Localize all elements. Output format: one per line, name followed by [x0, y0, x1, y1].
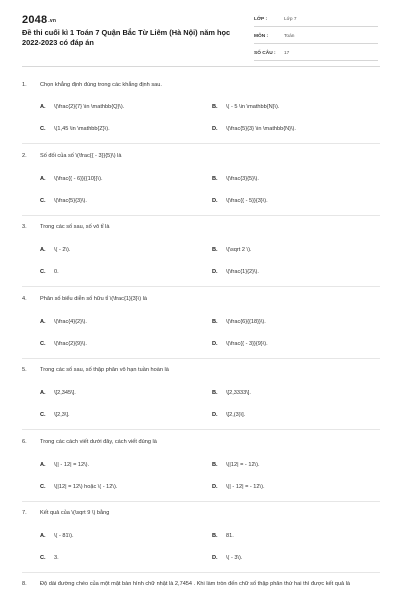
- option-text: \(\frac{{ - 6}}{{10}}\).: [54, 176, 103, 182]
- option-letter: B.: [212, 319, 218, 325]
- option-text: \( - 5 \in \mathbb{N}\).: [226, 104, 280, 110]
- meta-row-subject: [254, 31, 378, 44]
- option-letter: A.: [40, 104, 46, 110]
- option-letter: D.: [212, 484, 218, 490]
- question-divider: [22, 501, 380, 502]
- meta-value: 17: [284, 51, 290, 56]
- option-text: \(|12| = 12\) hoặc \( - 12\).: [54, 484, 118, 490]
- option-text: \(\frac{3}{5}\).: [226, 176, 259, 182]
- option-text: \[2,3333\].: [226, 390, 251, 396]
- option-letter: A.: [40, 319, 46, 325]
- option-text: \(\sqrt 2 \).: [226, 247, 252, 253]
- option-text: \(\frac{{ - 3}}{9}\).: [226, 341, 268, 347]
- meta-label: LỚP :: [254, 17, 268, 22]
- option-text: \(\frac{2}{9}\).: [54, 341, 87, 347]
- option-text: 81.: [226, 533, 234, 539]
- question-number: 6.: [22, 439, 27, 445]
- option-text: 3.: [54, 555, 59, 561]
- option-text: \(| - 12| = 12\).: [54, 462, 90, 468]
- option-letter: C.: [40, 198, 46, 204]
- question-number: 3.: [22, 224, 27, 230]
- question-number: 1.: [22, 82, 27, 88]
- question-stem: Độ dài đường chéo của một mặt bàn hình chữ nhật là 2,7454 . Khi làm tròn đến chữ số thập phân thứ hai thì được kết quả là: [40, 581, 350, 587]
- option-text: \(\frac{4}{2}\).: [54, 319, 87, 325]
- option-letter: A.: [40, 390, 46, 396]
- question-number: 7.: [22, 510, 27, 516]
- option-letter: D.: [212, 198, 218, 204]
- logo-suffix: .vn: [48, 18, 57, 24]
- question-stem: Phân số biểu diễn số hữu tỉ \(\frac{1}{3}\) là: [40, 296, 147, 302]
- option-letter: D.: [212, 555, 218, 561]
- option-text: \(\frac{5}{3} \in \mathbb{N}\).: [226, 126, 296, 132]
- exam-header: [0, 0, 400, 68]
- option-letter: B.: [212, 462, 218, 468]
- meta-label: MÔN :: [254, 34, 269, 39]
- option-letter: C.: [40, 484, 46, 490]
- question-divider: [22, 286, 380, 287]
- option-letter: D.: [212, 412, 218, 418]
- option-text: \(\frac{5}{3}\).: [54, 198, 87, 204]
- option-text: \(\frac{6}{{18}}\).: [226, 319, 266, 325]
- option-letter: C.: [40, 269, 46, 275]
- option-letter: A.: [40, 462, 46, 468]
- question-stem: Trong các cách viết dưới đây, cách viết đúng là: [40, 439, 157, 445]
- question-stem: Trong các số sau, số thập phân vô hạn tuần hoàn là: [40, 367, 169, 373]
- option-letter: B.: [212, 247, 218, 253]
- option-letter: A.: [40, 247, 46, 253]
- option-letter: C.: [40, 412, 46, 418]
- option-text: \(\frac{1}{2}\).: [226, 269, 259, 275]
- question-number: 4.: [22, 296, 27, 302]
- exam-title: Đề thi cuối kì 1 Toán 7 Quận Bắc Từ Liêm (Hà Nội) năm học 2022-2023 có đáp án: [22, 28, 231, 47]
- option-letter: B.: [212, 176, 218, 182]
- option-letter: B.: [212, 104, 218, 110]
- option-text: \[2,(3)\].: [226, 412, 246, 418]
- question-divider: [22, 358, 380, 359]
- option-text: \(1,45 \in \mathbb{Z}\).: [54, 126, 110, 132]
- option-letter: C.: [40, 555, 46, 561]
- question-number: 2.: [22, 153, 27, 159]
- meta-value: Toán: [284, 34, 295, 39]
- option-text: \(| - 12| = - 12\).: [226, 484, 265, 490]
- option-text: \[2,345\].: [54, 390, 76, 396]
- option-text: \( - 3\).: [226, 555, 243, 561]
- option-text: \[2,3\].: [54, 412, 70, 418]
- option-letter: B.: [212, 390, 218, 396]
- option-text: \( - 2\).: [54, 247, 71, 253]
- question-stem: Kết quả của \(\sqrt 9 \) bằng: [40, 510, 110, 516]
- question-divider: [22, 143, 380, 144]
- option-letter: D.: [212, 126, 218, 132]
- option-letter: A.: [40, 176, 46, 182]
- option-text: \(|12| = - 12\).: [226, 462, 260, 468]
- logo-text: 2048: [22, 14, 48, 26]
- header-divider: [22, 66, 380, 67]
- question-stem: Chọn khẳng định đúng trong các khẳng định sau.: [40, 82, 162, 88]
- option-text: \(\frac{{ - 5}}{3}\).: [226, 198, 268, 204]
- meta-row-class: [254, 14, 378, 27]
- option-letter: C.: [40, 126, 46, 132]
- site-logo[interactable]: [22, 14, 56, 26]
- question-divider: [22, 429, 380, 430]
- option-letter: B.: [212, 533, 218, 539]
- option-letter: C.: [40, 341, 46, 347]
- exam-meta: [254, 14, 378, 65]
- question-number: 8.: [22, 581, 27, 587]
- option-text: \( - 81\).: [54, 533, 74, 539]
- option-text: \(\frac{2}{7} \in \mathbb{Q}\).: [54, 104, 125, 110]
- question-divider: [22, 215, 380, 216]
- question-stem: Số đối của số \(\frac{{ - 3}}{5}\) là: [40, 153, 122, 159]
- question-number: 5.: [22, 367, 27, 373]
- meta-label: SỐ CÂU :: [254, 51, 276, 56]
- meta-value: Lớp 7: [284, 17, 297, 22]
- question-stem: Trong các số sau, số vô tỉ là: [40, 224, 110, 230]
- option-letter: A.: [40, 533, 46, 539]
- meta-row-count: [254, 48, 378, 61]
- option-text: 0.: [54, 269, 59, 275]
- option-letter: D.: [212, 341, 218, 347]
- option-letter: D.: [212, 269, 218, 275]
- question-divider: [22, 572, 380, 573]
